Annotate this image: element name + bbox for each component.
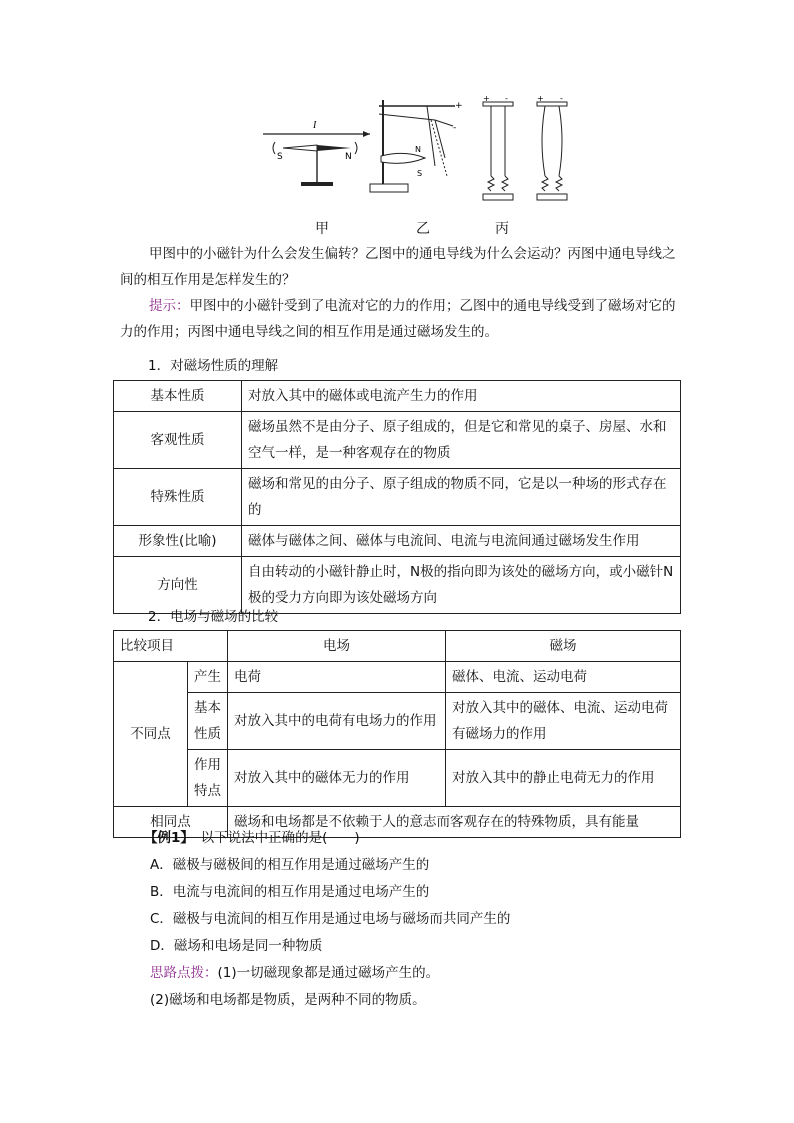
option-d: D．磁场和电场是同一种物质 bbox=[150, 938, 323, 954]
hint-label: 提示： bbox=[149, 298, 190, 314]
example-tag: 【例1】 bbox=[144, 830, 188, 846]
option-a: A．磁极与磁极间的相互作用是通过磁场产生的 bbox=[150, 857, 430, 873]
section2-title: 2．电场与磁场的比较 bbox=[148, 609, 279, 625]
figure-jia bbox=[263, 120, 370, 186]
physics-figure bbox=[255, 96, 575, 214]
table-row: 基本性质 对放入其中的磁体或电流产生力的作用 bbox=[114, 381, 681, 412]
figure-label-jia: 甲 bbox=[315, 221, 329, 237]
figure-label-bing: 丙 bbox=[495, 221, 509, 237]
question-text: 甲图中的小磁针为什么会发生偏转？乙图中的通电导线为什么会运动？丙图中通电导线之间的相互作用是怎样发生的？ bbox=[120, 246, 676, 288]
svg-text:+: + bbox=[537, 96, 544, 103]
table-row: 相同点 磁场和电场都是不依赖于人的意志而客观存在的特殊物质，具有能量 bbox=[114, 807, 681, 838]
figure-bing bbox=[483, 96, 567, 200]
svg-text:-: - bbox=[453, 123, 457, 133]
tip-line-1: 思路点拨：(1)一切磁现象都是通过磁场产生的。 bbox=[150, 965, 440, 981]
section1-title: 1．对磁场性质的理解 bbox=[148, 358, 279, 374]
table-row: 形象性(比喻) 磁体与磁体之间、磁体与电流间、电流与电流间通过磁场发生作用 bbox=[114, 526, 681, 557]
svg-text:S: S bbox=[417, 169, 423, 178]
table-row: 不同点 产生 电荷 磁体、电流、运动电荷 bbox=[114, 662, 681, 693]
example-stem bbox=[144, 826, 360, 846]
current-label: I bbox=[313, 120, 317, 131]
hint-paragraph bbox=[120, 293, 680, 345]
table-row: 方向性 自由转动的小磁针静止时，N极的指向即为该处的磁场方向，或小磁针N极的受力方向即为该处磁场方向 bbox=[114, 557, 681, 614]
table-row: 客观性质 磁场虽然不是由分子、原子组成的，但是它和常见的桌子、房屋、水和空气一样，是一种客观存在的物质 bbox=[114, 412, 681, 469]
tip-line-2: (2)磁场和电场都是物质，是两种不同的物质。 bbox=[150, 992, 426, 1008]
option-b: B．电流与电流间的相互作用是通过电场产生的 bbox=[150, 884, 430, 900]
svg-text:+: + bbox=[483, 96, 490, 103]
s-label: S bbox=[277, 152, 283, 162]
svg-text:N: N bbox=[415, 145, 421, 154]
magnetic-field-properties-table bbox=[113, 380, 681, 614]
hint-text: 甲图中的小磁针受到了电流对它的力的作用；乙图中的通电导线受到了磁场对它的力的作用；丙图中通电导线之间的相互作用是通过磁场发生的。 bbox=[120, 298, 676, 340]
figure-label-yi: 乙 bbox=[416, 221, 430, 237]
option-c: C．磁极与电流间的相互作用是通过电场与磁场而共同产生的 bbox=[150, 911, 511, 927]
example-question: 以下说法中正确的是( ) bbox=[200, 830, 360, 846]
svg-text:+: + bbox=[455, 101, 463, 111]
tip-label: 思路点拨： bbox=[150, 965, 218, 981]
table-header-row: 比较项目 电场 磁场 bbox=[114, 631, 681, 662]
n-label: N bbox=[345, 152, 352, 162]
table-row: 特殊性质 磁场和常见的由分子、原子组成的物质不同，它是以一种场的形式存在的 bbox=[114, 469, 681, 526]
svg-text:-: - bbox=[505, 96, 508, 103]
table-row: 基本性质 对放入其中的电荷有电场力的作用 对放入其中的磁体、电流、运动电荷有磁场力的作用 bbox=[114, 693, 681, 750]
svg-text:-: - bbox=[560, 96, 563, 103]
field-comparison-table bbox=[113, 630, 681, 838]
figure-yi bbox=[370, 100, 463, 192]
table-row: 作用特点 对放入其中的磁体无力的作用 对放入其中的静止电荷无力的作用 bbox=[114, 750, 681, 807]
